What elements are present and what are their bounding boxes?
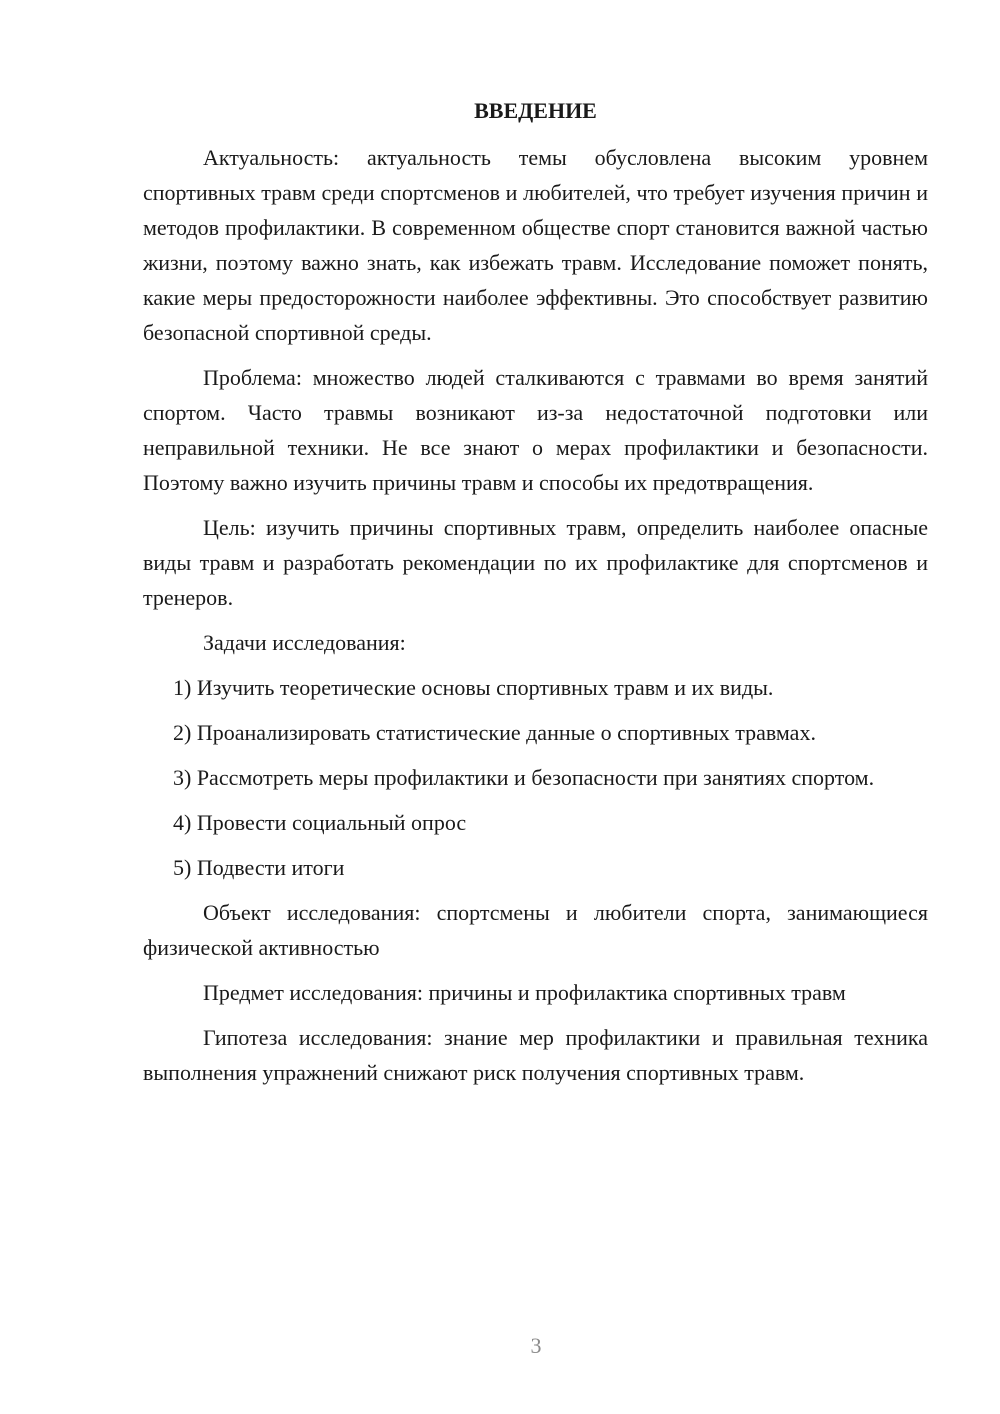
page-number: 3 [530,1333,542,1358]
tasks-heading: Задачи исследования: [203,630,406,655]
task-item: 3) Рассмотреть меры профилактики и безопасности при занятиях спортом. [173,765,875,790]
subject-paragraph: Предмет исследования: причины и профилактика спортивных травм [203,980,846,1005]
section-heading: ВВЕДЕНИЕ [474,98,597,123]
object-paragraph: Объект исследования: спортсмены и любители спорта, занимающиеся физической активностью [143,900,928,960]
task-item: 4) Провести социальный опрос [173,810,467,835]
task-item: 2) Проанализировать статистические данные о спортивных травмах. [173,720,816,745]
goal-paragraph: Цель: изучить причины спортивных травм, определить наиболее опасные виды травм и разработать рекомендации по их профилактике для спортсменов и тренеров. [143,515,928,610]
page-content [143,95,928,1100]
relevance-paragraph: Актуальность: актуальность темы обусловлена высоким уровнем спортивных травм среди спортсменов и любителей, что требует изучения причин и методов профилактики. В современном обществе спорт становится важной частью жизни, поэтому важно знать, как избежать травм. Исследование поможет понять, какие меры предосторожности наиболее эффективны. Это способствует развитию безопасной спортивной среды. [143,145,928,345]
hypothesis-paragraph: Гипотеза исследования: знание мер профилактики и правильная техника выполнения упражнений снижают риск получения спортивных травм. [143,1025,928,1085]
problem-paragraph: Проблема: множество людей сталкиваются с травмами во время занятий спортом. Часто травмы возникают из-за недостаточной подготовки или неправильной техники. Не все знают о мерах профилактики и безопасности. Поэтому важно изучить причины травм и способы их предотвращения. [143,365,928,495]
task-item: 5) Подвести итоги [173,855,345,880]
task-item: 1) Изучить теоретические основы спортивных травм и их виды. [173,675,774,700]
